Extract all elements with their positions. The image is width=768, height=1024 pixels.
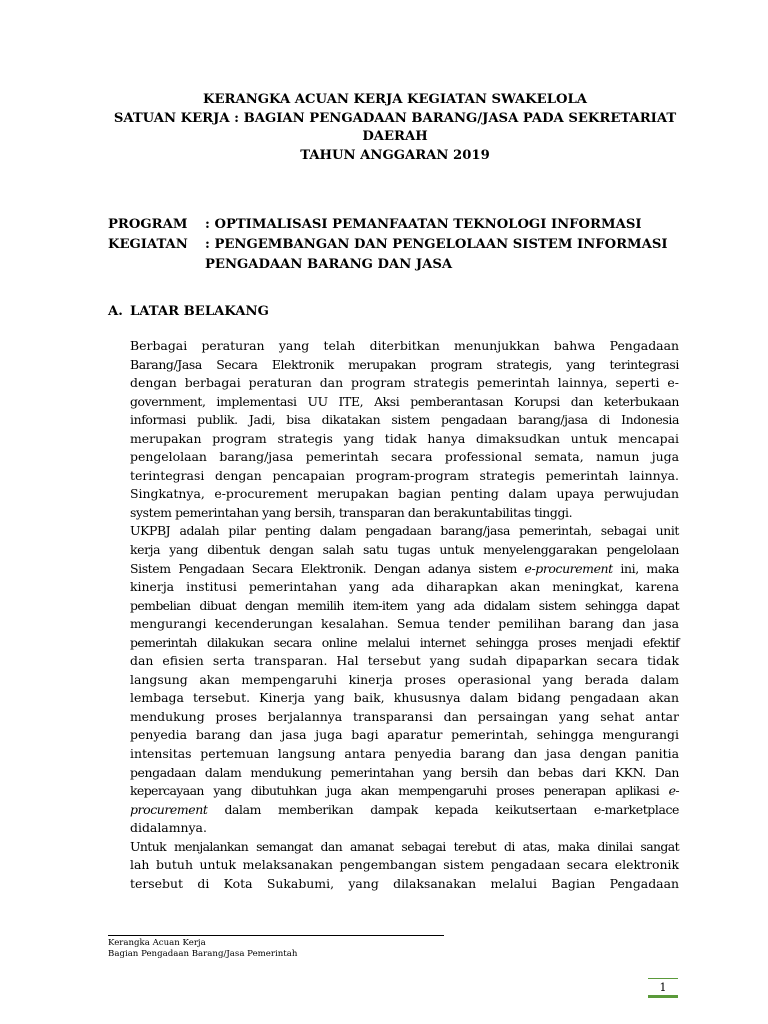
text-line: tersebut di Kota Sukabumi, yang dilaksanakan melalui Bagian Pengadaan: [130, 875, 679, 891]
text-line: didalamnya.: [130, 820, 207, 836]
paragraph: [130, 337, 679, 522]
text-line: mendukung proses berjalannya transparansi dan persaingan yang sehat antar: [130, 708, 679, 724]
program-label: PROGRAM: [108, 217, 188, 232]
text-run: dalam memberikan dampak kepada keikutsertaan e-marketplace: [207, 801, 679, 817]
text-run: kepercayaan yang dibutuhkan juga akan mempengaruhi proses penerapan aplikasi: [130, 783, 669, 799]
text-line: kinerja institusi pemerintahan yang ada diharapkan akan meningkat, karena: [130, 579, 679, 595]
italic-term: e-: [668, 783, 679, 799]
title-line: KERANGKA ACUAN KERJA KEGIATAN SWAKELOLA: [203, 92, 587, 107]
italic-term: e-procurement: [524, 560, 613, 576]
footer-line: Bagian Pengadaan Barang/Jasa Pemerintah: [108, 949, 298, 959]
page-number: 1: [648, 978, 678, 998]
text-line: lembaga tersebut. Kinerja yang baik, khususnya dalam bidang pengadaan akan: [130, 690, 679, 706]
text-run: Sistem Pengadaan Secara Elektronik. Dengan adanya sistem: [130, 560, 525, 576]
text-line: mengurangi kecenderungan kesalahan. Semua tender pemilihan barang dan jasa: [130, 616, 679, 632]
kegiatan-label: KEGIATAN: [108, 237, 188, 252]
text-line: informasi publik. Jadi, bisa dikatakan sistem pengadaan barang/jasa di Indonesia: [130, 412, 679, 428]
text-line: terintegrasi dengan pencapaian program-program strategis pemerintah lainnya.: [130, 467, 679, 483]
text-line: [130, 801, 679, 820]
text-line: pembelian dibuat dengan memilih item-item yang ada didalam sistem sehingga dapat: [130, 597, 679, 613]
program-info: [108, 215, 668, 275]
kegiatan-row-continued: [108, 255, 668, 275]
section-title: LATAR BELAKANG: [130, 304, 269, 319]
program-row: [108, 215, 668, 235]
text-line: Untuk menjalankan semangat dan amanat sebagai terebut di atas, maka dinilai sangat: [130, 838, 679, 854]
document-title: [110, 91, 680, 165]
footer: [108, 938, 297, 960]
footer-line: Kerangka Acuan Kerja: [108, 938, 206, 948]
text-line: Berbagai peraturan yang telah diterbitkan menunjukkan bahwa Pengadaan: [130, 338, 679, 353]
text-line: intensitas pertemuan langsung antara penyedia barang dan jasa dengan panitia: [130, 746, 679, 762]
paragraph: [130, 522, 679, 837]
text-run: ini, maka: [612, 560, 679, 576]
text-line: lah butuh untuk melaksanakan pengembangan sistem pengadaan secara elektronik: [130, 857, 679, 873]
section-letter: A.: [108, 304, 123, 319]
text-line: Barang/Jasa Secara Elektronik merupakan program strategis, yang terintegrasi: [130, 356, 679, 372]
text-line: UKPBJ adalah pilar penting dalam pengadaan barang/jasa pemerintah, sebagai unit: [130, 523, 679, 539]
text-line: [130, 560, 679, 579]
footer-divider: [108, 935, 444, 936]
text-line: pengadaan dalam mendukung pemerintahan yang bersih dan bebas dari KKN. Dan: [130, 764, 679, 780]
text-line: Singkatnya, e-procurement merupakan bagian penting dalam upaya perwujudan: [130, 486, 679, 502]
title-line: DAERAH: [362, 129, 428, 144]
text-line: system pemerintahan yang bersih, transparan dan berakuntabilitas tinggi.: [130, 504, 573, 520]
text-line: langsung akan mempengaruhi kinerja proses operasional yang berada dalam: [130, 671, 679, 687]
program-value: : OPTIMALISASI PEMANFAATAN TEKNOLOGI INFORMASI: [205, 217, 642, 232]
text-line: kerja yang dibentuk dengan salah satu tugas untuk menyelenggarakan pengelolaan: [130, 542, 679, 558]
text-line: dan efisien serta transparan. Hal tersebut yang sudah dipaparkan secara tidak: [130, 653, 679, 669]
paragraph: [130, 838, 679, 894]
text-line: pemerintah dilakukan secara online melalui internet sehingga proses menjadi efektif: [130, 634, 679, 650]
text-line: government, implementasi UU ITE, Aksi pemberantasan Korupsi dan keterbukaan: [130, 393, 679, 409]
text-line: penyedia barang dan jasa juga bagi aparatur pemerintah, sehingga mengurangi: [130, 727, 679, 743]
kegiatan-value-continued: PENGADAAN BARANG DAN JASA: [205, 257, 453, 272]
text-line: dengan berbagai peraturan dan program strategis pemerintah lainnya, seperti e-: [130, 375, 679, 391]
text-line: pengelolaan barang/jasa pemerintah secara professional semata, namun juga: [130, 449, 679, 465]
section-heading: [108, 304, 269, 319]
text-line: [130, 782, 679, 801]
text-line: merupakan program strategis yang tidak hanya dimaksudkan untuk mencapai: [130, 430, 679, 446]
kegiatan-value: : PENGEMBANGAN DAN PENGELOLAAN SISTEM INFORMASI: [205, 237, 668, 252]
italic-term: procurement: [130, 801, 208, 817]
title-line: SATUAN KERJA : BAGIAN PENGADAAN BARANG/JASA PADA SEKRETARIAT: [113, 110, 677, 126]
kegiatan-row: [108, 235, 668, 255]
title-line: TAHUN ANGGARAN 2019: [300, 147, 490, 163]
body-text: [130, 337, 679, 893]
